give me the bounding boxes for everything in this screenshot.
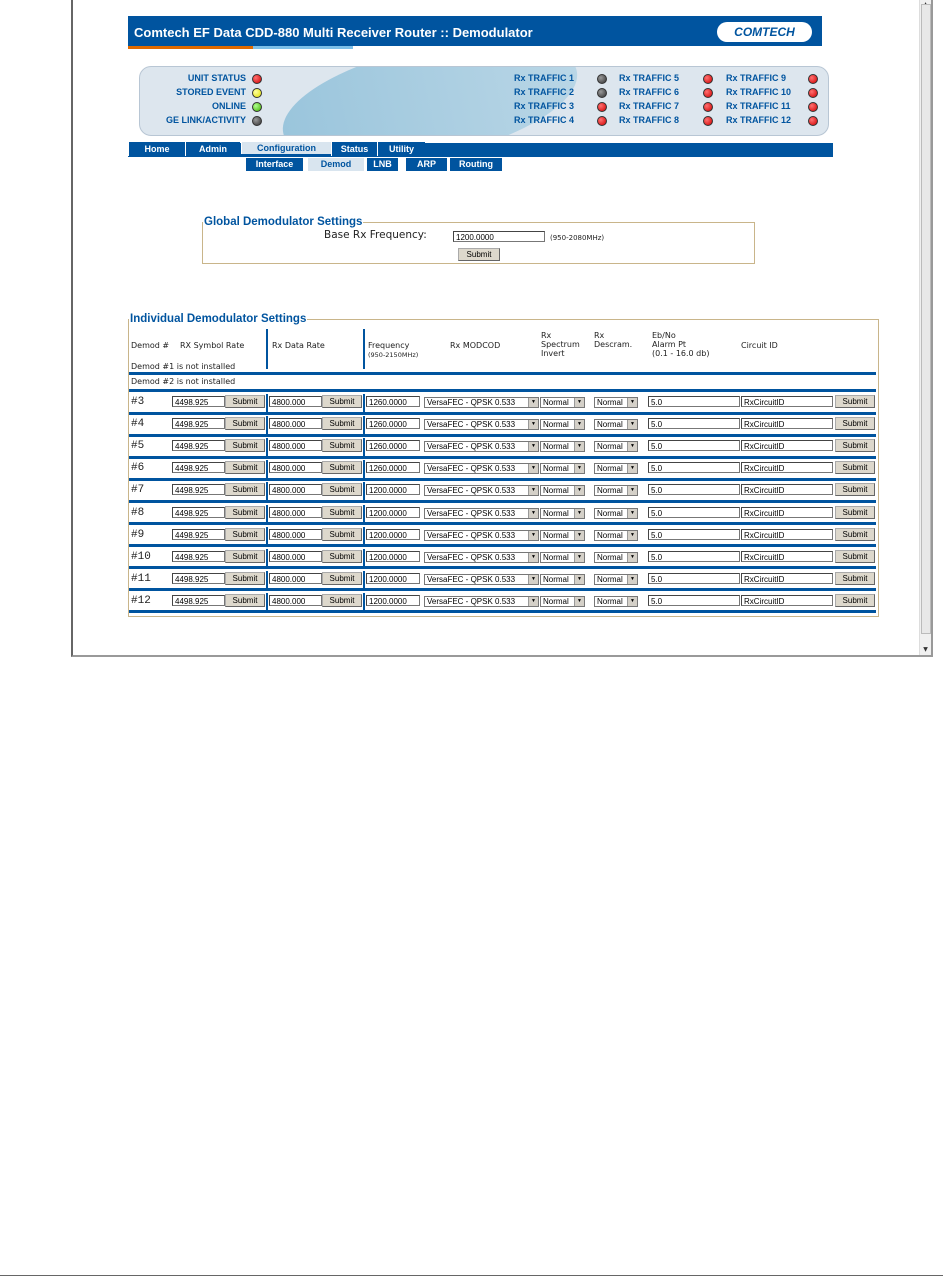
dropdown-arrow-icon[interactable]: ▼: [528, 509, 538, 518]
row-submit-button[interactable]: Submit: [835, 506, 875, 519]
rx-traffic-label: Rx TRAFFIC 7: [619, 101, 680, 111]
circuit-id-input[interactable]: RxCircuitID: [741, 507, 833, 518]
descram-select[interactable]: [594, 530, 638, 541]
rx-traffic-label: Rx TRAFFIC 9: [726, 73, 787, 83]
frequency-input[interactable]: 1200.0000: [366, 595, 420, 606]
rx-traffic-led-icon: [703, 116, 713, 126]
modcod-select[interactable]: [424, 574, 539, 585]
frequency-input[interactable]: 1200.0000: [366, 507, 420, 518]
demod-number: #7: [131, 484, 145, 497]
status-label[interactable]: ONLINE: [211, 101, 246, 111]
symbol-rate-submit-button[interactable]: Submit: [225, 417, 265, 430]
circuit-id-input[interactable]: RxCircuitID: [741, 418, 833, 429]
symbol-rate-input[interactable]: 4498.925: [172, 418, 225, 429]
scrollbar-thumb[interactable]: [921, 4, 931, 634]
modcod-select[interactable]: [424, 463, 539, 474]
spectrum-invert-select[interactable]: [540, 397, 585, 408]
modcod-value: VersaFEC - QPSK 0.533: [427, 574, 516, 584]
tab-home[interactable]: Home: [128, 142, 185, 156]
col-divider: [266, 438, 268, 456]
subtab-arp[interactable]: ARP: [406, 158, 447, 171]
col-header-data-rate: Rx Data Rate: [272, 341, 325, 350]
status-led-icon: [252, 102, 262, 112]
descram-value: Normal: [597, 574, 623, 584]
rx-traffic-led-icon: [808, 102, 818, 112]
symbol-rate-submit-button[interactable]: Submit: [225, 594, 265, 607]
spectrum-invert-select[interactable]: [540, 441, 585, 452]
col-divider: [363, 438, 365, 456]
frequency-input[interactable]: 1260.0000: [366, 418, 420, 429]
descram-select[interactable]: [594, 463, 638, 474]
descram-value: Normal: [597, 464, 623, 474]
spectrum-invert-value: Normal: [543, 398, 569, 407]
descram-value: Normal: [597, 420, 623, 430]
row-submit-button[interactable]: Submit: [835, 483, 875, 496]
subtab-lnb[interactable]: LNB: [367, 158, 398, 171]
descram-select[interactable]: [594, 574, 638, 585]
global-demod-legend: Global Demodulator Settings: [204, 216, 363, 228]
col-header-spectrum-1: Rx: [541, 331, 552, 340]
col-divider: [266, 593, 268, 611]
spectrum-invert-value: Normal: [543, 486, 569, 496]
rx-traffic-label: Rx TRAFFIC 3: [514, 101, 575, 111]
tab-admin[interactable]: Admin: [185, 142, 240, 156]
descram-select[interactable]: [594, 552, 638, 563]
col-header-ebno-1: Eb/No: [652, 331, 676, 340]
dropdown-arrow-icon[interactable]: ▼: [627, 509, 637, 518]
symbol-rate-submit-button[interactable]: Submit: [225, 550, 265, 563]
spectrum-invert-select[interactable]: [540, 530, 585, 541]
demod-number: #8: [131, 506, 145, 519]
dropdown-arrow-icon[interactable]: ▼: [528, 531, 538, 540]
rx-traffic-led-icon: [808, 88, 818, 98]
symbol-rate-submit-button[interactable]: Submit: [225, 506, 265, 519]
comtech-logo: COMTECH: [717, 22, 812, 42]
col-divider: [266, 482, 268, 500]
vertical-scrollbar[interactable]: [919, 0, 931, 655]
col-divider: [363, 394, 365, 412]
dropdown-arrow-icon[interactable]: ▼: [574, 486, 584, 495]
row-separator: [129, 372, 876, 375]
symbol-rate-submit-button[interactable]: Submit: [225, 572, 265, 585]
row-separator: [129, 434, 876, 437]
row-separator: [129, 566, 876, 569]
col-header-descram-1: Rx: [594, 331, 605, 340]
spectrum-invert-value: Normal: [543, 530, 569, 540]
symbol-rate-submit-button[interactable]: Submit: [225, 528, 265, 541]
symbol-rate-submit-button[interactable]: Submit: [225, 439, 265, 452]
col-header-symbol-rate: RX Symbol Rate: [180, 341, 245, 350]
row-separator: [129, 588, 876, 591]
scroll-down-icon[interactable]: ▼: [923, 646, 928, 653]
col-divider: [266, 505, 268, 523]
spectrum-invert-select[interactable]: [540, 596, 585, 607]
dropdown-arrow-icon[interactable]: ▼: [528, 398, 538, 407]
ebno-alarm-input[interactable]: 5.0: [648, 396, 740, 407]
row-submit-button[interactable]: Submit: [835, 594, 875, 607]
row-separator: [129, 389, 876, 392]
modcod-value: VersaFEC - QPSK 0.533: [427, 442, 516, 452]
data-rate-input[interactable]: 4800.000: [269, 551, 322, 562]
dropdown-arrow-icon[interactable]: ▼: [574, 597, 584, 606]
col-header-demod: Demod #: [131, 341, 170, 350]
descram-select[interactable]: [594, 485, 638, 496]
dropdown-arrow-icon[interactable]: ▼: [627, 553, 637, 562]
rx-traffic-label: Rx TRAFFIC 1: [514, 73, 575, 83]
dropdown-arrow-icon[interactable]: ▼: [627, 464, 637, 473]
spectrum-invert-select[interactable]: [540, 419, 585, 430]
status-label[interactable]: GE LINK/ACTIVITY: [165, 115, 246, 125]
spectrum-invert-select[interactable]: [540, 485, 585, 496]
modcod-select[interactable]: [424, 552, 539, 563]
ebno-alarm-input[interactable]: 5.0: [648, 507, 740, 518]
rx-traffic-led-icon: [703, 102, 713, 112]
data-rate-input[interactable]: 4800.000: [269, 440, 322, 451]
row-submit-button[interactable]: Submit: [835, 461, 875, 474]
base-rx-frequency-label: Base Rx Frequency:: [324, 229, 427, 241]
descram-value: Normal: [597, 530, 623, 540]
dropdown-arrow-icon[interactable]: ▼: [528, 575, 538, 584]
col-divider: [363, 549, 365, 567]
header-accent-orange: [128, 46, 253, 49]
row-submit-button[interactable]: Submit: [835, 550, 875, 563]
symbol-rate-submit-button[interactable]: Submit: [225, 461, 265, 474]
modcod-value: VersaFEC - QPSK 0.533: [427, 508, 516, 518]
ebno-alarm-input[interactable]: 5.0: [648, 462, 740, 473]
spectrum-invert-value: Normal: [543, 464, 569, 474]
col-divider: [363, 593, 365, 611]
row-separator: [129, 478, 876, 481]
row-submit-button[interactable]: Submit: [835, 439, 875, 452]
frequency-input[interactable]: 1200.0000: [366, 573, 420, 584]
ebno-alarm-input[interactable]: 5.0: [648, 529, 740, 540]
modcod-value: VersaFEC - QPSK 0.533: [427, 596, 516, 606]
modcod-value: VersaFEC - QPSK 0.533: [427, 464, 516, 474]
frequency-input[interactable]: 1200.0000: [366, 484, 420, 495]
ebno-alarm-input[interactable]: 5.0: [648, 440, 740, 451]
status-led-icon: [252, 116, 262, 126]
ebno-alarm-input[interactable]: 5.0: [648, 595, 740, 606]
rx-traffic-led-icon: [703, 88, 713, 98]
modcod-select[interactable]: [424, 530, 539, 541]
frequency-input[interactable]: 1260.0000: [366, 462, 420, 473]
col-divider: [266, 416, 268, 434]
spectrum-invert-value: Normal: [543, 420, 569, 430]
modcod-select[interactable]: [424, 397, 539, 408]
circuit-id-input[interactable]: RxCircuitID: [741, 551, 833, 562]
spectrum-invert-value: Normal: [543, 574, 569, 584]
status-label[interactable]: STORED EVENT: [176, 87, 246, 97]
dropdown-arrow-icon[interactable]: ▼: [528, 464, 538, 473]
symbol-rate-input[interactable]: 4498.925: [172, 595, 225, 606]
subtab-routing[interactable]: Routing: [450, 158, 502, 171]
row-separator: [129, 456, 876, 459]
ebno-alarm-input[interactable]: 5.0: [648, 418, 740, 429]
circuit-id-input[interactable]: RxCircuitID: [741, 440, 833, 451]
modcod-value: VersaFEC - QPSK 0.533: [427, 552, 516, 562]
data-rate-input[interactable]: 4800.000: [269, 529, 322, 540]
spectrum-invert-value: Normal: [543, 552, 569, 562]
modcod-select[interactable]: [424, 596, 539, 607]
data-rate-input[interactable]: 4800.000: [269, 507, 322, 518]
rx-traffic-led-icon: [597, 116, 607, 126]
dropdown-arrow-icon[interactable]: ▼: [574, 398, 584, 407]
dropdown-arrow-icon[interactable]: ▼: [574, 442, 584, 451]
row-separator: [129, 522, 876, 525]
page-header: [128, 16, 822, 46]
demod-number: #4: [131, 418, 145, 431]
circuit-id-input[interactable]: RxCircuitID: [741, 462, 833, 473]
ebno-alarm-input[interactable]: 5.0: [648, 551, 740, 562]
col-header-frequency-range: (950-2150MHz): [368, 351, 419, 359]
dropdown-arrow-icon[interactable]: ▼: [627, 575, 637, 584]
spectrum-invert-value: Normal: [543, 442, 569, 452]
circuit-id-input[interactable]: RxCircuitID: [741, 529, 833, 540]
descram-value: Normal: [597, 442, 623, 452]
individual-demod-legend: Individual Demodulator Settings: [130, 313, 307, 325]
dropdown-arrow-icon[interactable]: ▼: [528, 442, 538, 451]
tab-configuration[interactable]: Configuration: [241, 142, 331, 154]
spectrum-invert-select[interactable]: [540, 574, 585, 585]
demod-number: #9: [131, 528, 145, 541]
row-separator: [129, 610, 876, 613]
modcod-select[interactable]: [424, 508, 539, 519]
demod-number: #11: [131, 572, 151, 585]
descram-select[interactable]: [594, 508, 638, 519]
dropdown-arrow-icon[interactable]: ▼: [627, 420, 637, 429]
descram-value: Normal: [597, 398, 623, 407]
status-label[interactable]: UNIT STATUS: [187, 73, 246, 83]
dropdown-arrow-icon[interactable]: ▼: [574, 464, 584, 473]
col-header-spectrum-2: Spectrum: [541, 340, 580, 349]
ebno-alarm-input[interactable]: 5.0: [648, 484, 740, 495]
rx-traffic-led-icon: [808, 74, 818, 84]
data-rate-input[interactable]: 4800.000: [269, 418, 322, 429]
rx-traffic-led-icon: [597, 102, 607, 112]
tab-utility[interactable]: Utility: [377, 142, 425, 156]
col-divider: [363, 460, 365, 478]
descram-value: Normal: [597, 552, 623, 562]
browser-viewport: [71, 0, 933, 657]
subtab-interface[interactable]: Interface: [246, 158, 303, 171]
spectrum-invert-value: Normal: [543, 596, 569, 606]
tab-status[interactable]: Status: [331, 142, 377, 156]
circuit-id-input[interactable]: RxCircuitID: [741, 573, 833, 584]
row-separator: [129, 544, 876, 547]
rx-traffic-led-icon: [703, 74, 713, 84]
symbol-rate-input[interactable]: 4498.925: [172, 551, 225, 562]
descram-select[interactable]: [594, 596, 638, 607]
data-rate-submit-button[interactable]: Submit: [322, 395, 362, 408]
rx-traffic-label: Rx TRAFFIC 8: [619, 115, 680, 125]
modcod-select[interactable]: [424, 441, 539, 452]
base-rx-frequency-input[interactable]: 1200.0000: [453, 231, 545, 242]
row-submit-button[interactable]: Submit: [835, 395, 875, 408]
dropdown-arrow-icon[interactable]: ▼: [528, 597, 538, 606]
modcod-select[interactable]: [424, 419, 539, 430]
dropdown-arrow-icon[interactable]: ▼: [528, 486, 538, 495]
col-header-descram-2: Descram.: [594, 340, 633, 349]
rx-traffic-label: Rx TRAFFIC 12: [726, 115, 792, 125]
dropdown-arrow-icon[interactable]: ▼: [528, 420, 538, 429]
rx-traffic-led-icon: [597, 88, 607, 98]
base-rx-frequency-range: (950-2080MHz): [550, 234, 605, 242]
col-divider: [363, 482, 365, 500]
subtab-demod[interactable]: Demod: [308, 158, 364, 171]
row-separator: [129, 412, 876, 415]
data-rate-input[interactable]: 4800.000: [269, 573, 322, 584]
dropdown-arrow-icon[interactable]: ▼: [574, 575, 584, 584]
dropdown-arrow-icon[interactable]: ▼: [528, 553, 538, 562]
col-divider: [266, 329, 268, 369]
data-rate-input[interactable]: 4800.000: [269, 484, 322, 495]
data-rate-submit-button[interactable]: Submit: [322, 439, 362, 452]
data-rate-submit-button[interactable]: Submit: [322, 594, 362, 607]
col-divider: [266, 571, 268, 589]
modcod-select[interactable]: [424, 485, 539, 496]
descram-value: Normal: [597, 596, 623, 606]
page-title: Comtech EF Data CDD-880 Multi Receiver Router :: Demodulator: [134, 25, 533, 40]
rx-traffic-label: Rx TRAFFIC 2: [514, 87, 575, 97]
data-rate-submit-button[interactable]: Submit: [322, 528, 362, 541]
frequency-input[interactable]: 1260.0000: [366, 440, 420, 451]
frequency-input[interactable]: 1200.0000: [366, 529, 420, 540]
rx-traffic-label: Rx TRAFFIC 10: [726, 87, 792, 97]
status-led-icon: [252, 88, 262, 98]
col-header-ebno-2: Alarm Pt: [652, 340, 687, 349]
ebno-alarm-input[interactable]: 5.0: [648, 573, 740, 584]
status-led-icon: [252, 74, 262, 84]
symbol-rate-input[interactable]: 4498.925: [172, 396, 225, 407]
demod-number: #3: [131, 396, 145, 408]
header-accent-blue: [253, 46, 353, 49]
frequency-input[interactable]: 1200.0000: [366, 551, 420, 562]
col-divider: [266, 460, 268, 478]
data-rate-submit-button[interactable]: Submit: [322, 550, 362, 563]
dropdown-arrow-icon[interactable]: ▼: [627, 597, 637, 606]
col-divider: [363, 329, 365, 369]
data-rate-submit-button[interactable]: Submit: [322, 417, 362, 430]
dropdown-arrow-icon[interactable]: ▼: [627, 442, 637, 451]
col-divider: [363, 571, 365, 589]
row-submit-button[interactable]: Submit: [835, 528, 875, 541]
circuit-id-input[interactable]: RxCircuitID: [741, 396, 833, 407]
circuit-id-input[interactable]: RxCircuitID: [741, 484, 833, 495]
symbol-rate-input[interactable]: 4498.925: [172, 462, 225, 473]
col-divider: [363, 527, 365, 545]
col-divider: [363, 416, 365, 434]
dropdown-arrow-icon[interactable]: ▼: [574, 509, 584, 518]
rx-traffic-label: Rx TRAFFIC 11: [726, 101, 791, 111]
spectrum-invert-select[interactable]: [540, 552, 585, 563]
demod-number: #10: [131, 550, 151, 563]
descram-select[interactable]: [594, 441, 638, 452]
demod-number: #6: [131, 462, 145, 475]
symbol-rate-input[interactable]: 4498.925: [172, 573, 225, 584]
descram-value: Normal: [597, 486, 623, 496]
modcod-value: VersaFEC - QPSK 0.533: [427, 398, 516, 407]
dropdown-arrow-icon[interactable]: ▼: [627, 531, 637, 540]
symbol-rate-input[interactable]: 4498.925: [172, 529, 225, 540]
data-rate-submit-button[interactable]: Submit: [322, 461, 362, 474]
rx-traffic-label: Rx TRAFFIC 5: [619, 73, 680, 83]
spectrum-invert-value: Normal: [543, 508, 569, 518]
modcod-value: VersaFEC - QPSK 0.533: [427, 486, 516, 496]
col-header-frequency: Frequency: [368, 341, 410, 350]
descram-select[interactable]: [594, 397, 638, 408]
spectrum-invert-select[interactable]: [540, 463, 585, 474]
status-panel: [139, 66, 829, 136]
dropdown-arrow-icon[interactable]: ▼: [627, 486, 637, 495]
col-divider: [266, 549, 268, 567]
col-divider: [266, 394, 268, 412]
col-header-ebno-3: (0.1 - 16.0 db): [652, 349, 710, 358]
rx-traffic-led-icon: [808, 116, 818, 126]
frequency-input[interactable]: 1260.0000: [366, 396, 420, 407]
modcod-value: VersaFEC - QPSK 0.533: [427, 530, 516, 540]
global-submit-button[interactable]: Submit: [458, 248, 500, 261]
data-rate-submit-button[interactable]: Submit: [322, 572, 362, 585]
symbol-rate-submit-button[interactable]: Submit: [225, 395, 265, 408]
descram-select[interactable]: [594, 419, 638, 430]
descram-value: Normal: [597, 508, 623, 518]
symbol-rate-input[interactable]: 4498.925: [172, 507, 225, 518]
dropdown-arrow-icon[interactable]: ▼: [627, 398, 637, 407]
row-submit-button[interactable]: Submit: [835, 417, 875, 430]
row-submit-button[interactable]: Submit: [835, 572, 875, 585]
circuit-id-input[interactable]: RxCircuitID: [741, 595, 833, 606]
symbol-rate-input[interactable]: 4498.925: [172, 440, 225, 451]
modcod-value: VersaFEC - QPSK 0.533: [427, 420, 516, 430]
rx-traffic-led-icon: [597, 74, 607, 84]
data-rate-submit-button[interactable]: Submit: [322, 506, 362, 519]
data-rate-input[interactable]: 4800.000: [269, 595, 322, 606]
col-divider: [363, 505, 365, 523]
symbol-rate-input[interactable]: 4498.925: [172, 484, 225, 495]
spectrum-invert-select[interactable]: [540, 508, 585, 519]
rx-traffic-label: Rx TRAFFIC 4: [514, 115, 575, 125]
col-header-modcod: Rx MODCOD: [450, 341, 501, 350]
dropdown-arrow-icon[interactable]: ▼: [574, 553, 584, 562]
col-divider: [266, 527, 268, 545]
demod-1-not-installed-note: Demod #1 is not installed: [131, 362, 236, 371]
demod-2-not-installed-note: Demod #2 is not installed: [131, 377, 236, 386]
dropdown-arrow-icon[interactable]: ▼: [574, 420, 584, 429]
data-rate-input[interactable]: 4800.000: [269, 396, 322, 407]
demod-number: #5: [131, 440, 145, 453]
rx-traffic-label: Rx TRAFFIC 6: [619, 87, 680, 97]
data-rate-submit-button[interactable]: Submit: [322, 483, 362, 496]
data-rate-input[interactable]: 4800.000: [269, 462, 322, 473]
row-separator: [129, 500, 876, 503]
col-header-spectrum-3: Invert: [541, 349, 565, 358]
symbol-rate-submit-button[interactable]: Submit: [225, 483, 265, 496]
dropdown-arrow-icon[interactable]: ▼: [574, 531, 584, 540]
demod-number: #12: [131, 594, 151, 607]
col-header-circuit: Circuit ID: [741, 341, 778, 350]
